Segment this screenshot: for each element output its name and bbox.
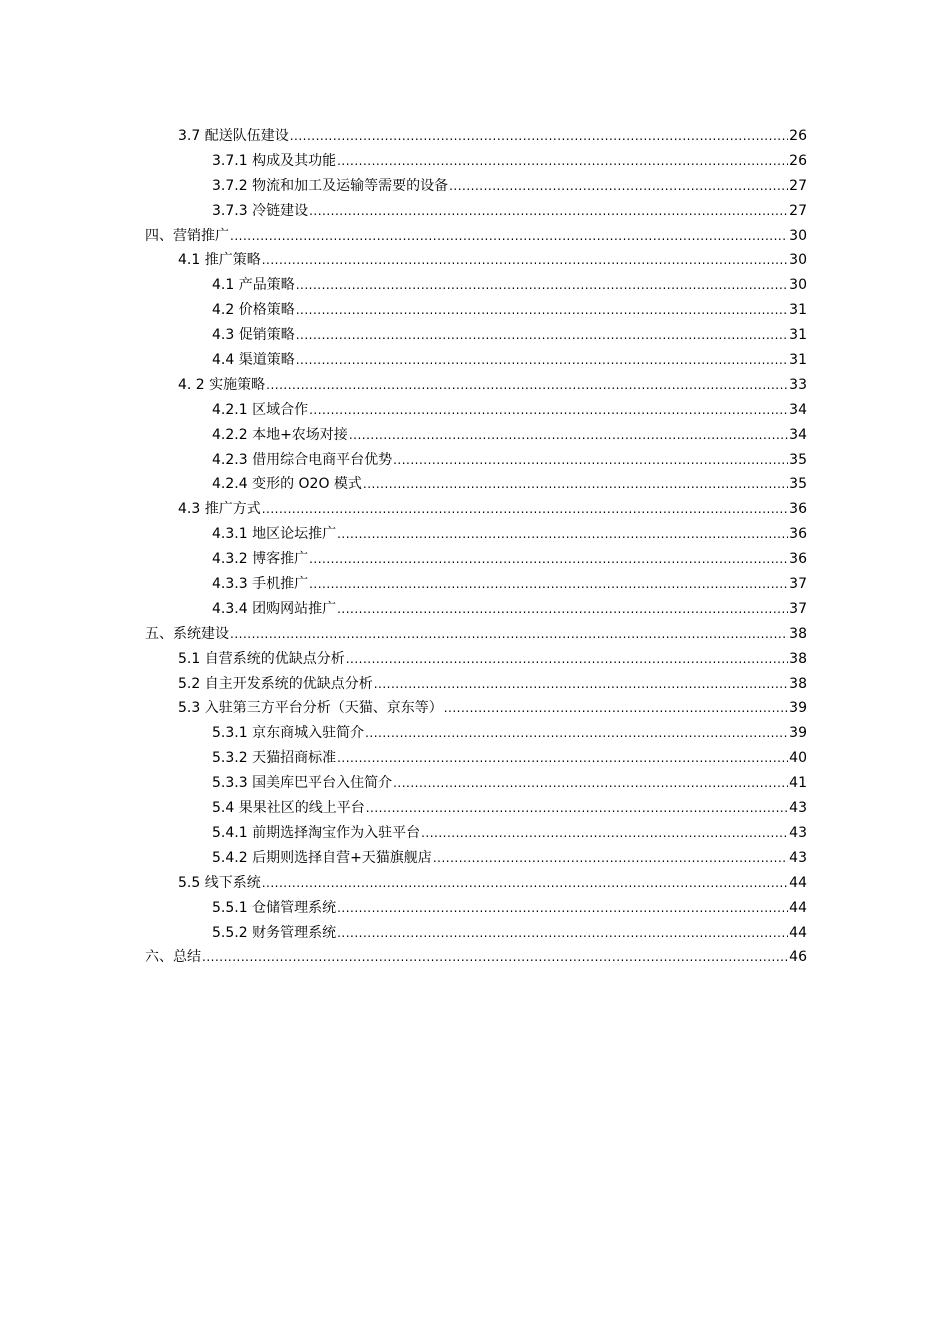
dot-leader	[337, 597, 788, 622]
toc-entry-label: 4.2.3 借用综合电商平台优势	[212, 451, 393, 468]
toc-entry[interactable]	[0, 771, 950, 796]
toc-entry-page: 27	[789, 177, 807, 194]
toc-entry[interactable]	[0, 174, 950, 199]
dot-leader	[337, 522, 788, 547]
toc-entry-page: 36	[789, 501, 807, 518]
toc-entry-label: 5.3.1 京东商城入驻简介	[212, 725, 365, 742]
toc-entry[interactable]	[0, 821, 950, 846]
dot-leader	[337, 896, 788, 921]
dot-leader	[296, 273, 788, 298]
toc-entry-label: 5.5.2 财务管理系统	[212, 924, 337, 941]
toc-entry-label: 5.1 自营系统的优缺点分析	[178, 650, 345, 667]
toc-entry-page: 39	[789, 700, 807, 717]
toc-entry-label: 4.2.4 变形的 O2O 模式	[212, 476, 362, 493]
dot-leader	[365, 721, 788, 746]
toc-entry[interactable]	[0, 696, 950, 721]
dot-leader	[374, 672, 788, 697]
toc-entry[interactable]	[0, 298, 950, 323]
dot-leader	[309, 199, 788, 224]
toc-entry-page: 31	[789, 352, 807, 369]
dot-leader	[266, 373, 788, 398]
dot-leader	[262, 248, 788, 273]
toc-entry-page: 31	[789, 302, 807, 319]
dot-leader	[309, 547, 788, 572]
dot-leader	[230, 622, 788, 647]
toc-entry-label: 4.1 推广策略	[178, 252, 261, 269]
toc-entry[interactable]	[0, 497, 950, 522]
toc-entry[interactable]	[0, 572, 950, 597]
toc-entry-page: 37	[789, 576, 807, 593]
toc-entry-label: 四、营销推广	[145, 227, 229, 244]
dot-leader	[363, 472, 788, 497]
dot-leader	[337, 149, 788, 174]
toc-entry[interactable]	[0, 721, 950, 746]
dot-leader	[262, 497, 788, 522]
toc-entry-label: 4.2 价格策略	[212, 302, 295, 319]
toc-entry[interactable]	[0, 273, 950, 298]
toc-entry-label: 4.3.3 手机推广	[212, 576, 309, 593]
toc-entry-page: 38	[789, 675, 807, 692]
toc-entry[interactable]	[0, 398, 950, 423]
dot-leader	[202, 945, 788, 970]
toc-entry-label: 六、总结	[145, 949, 201, 966]
toc-entry[interactable]	[0, 224, 950, 249]
toc-entry-page: 43	[789, 849, 807, 866]
toc-entry-label: 5.4.2 后期则选择自营+天猫旗舰店	[212, 849, 432, 866]
toc-entry-label: 4.1 产品策略	[212, 277, 295, 294]
toc-entry-label: 5.2 自主开发系统的优缺点分析	[178, 675, 373, 692]
toc-entry-label: 3.7 配送队伍建设	[178, 128, 289, 144]
toc-entry-page: 27	[789, 202, 807, 219]
dot-leader	[449, 174, 788, 199]
toc-entry[interactable]	[0, 796, 950, 821]
toc-entry-page: 38	[789, 625, 807, 642]
toc-entry-page: 36	[789, 526, 807, 543]
dot-leader	[337, 921, 788, 946]
toc-entry[interactable]	[0, 124, 950, 149]
toc-entry-page: 37	[789, 600, 807, 617]
toc-entry[interactable]	[0, 746, 950, 771]
dot-leader	[444, 696, 788, 721]
toc-entry[interactable]	[0, 896, 950, 921]
toc-entry-label: 5.3.2 天猫招商标准	[212, 750, 337, 767]
toc-entry[interactable]	[0, 448, 950, 473]
toc-entry-page: 41	[789, 775, 807, 792]
toc-entry-label: 5.5 线下系统	[178, 874, 261, 891]
toc-entry[interactable]	[0, 423, 950, 448]
toc-entry-page: 44	[789, 899, 807, 916]
toc-entry-label: 5.3.3 国美库巴平台入住简介	[212, 775, 393, 792]
toc-entry[interactable]	[0, 547, 950, 572]
toc-entry-label: 4.3 推广方式	[178, 501, 261, 518]
dot-leader	[309, 398, 788, 423]
dot-leader	[230, 224, 788, 249]
toc-entry[interactable]	[0, 248, 950, 273]
toc-entry-page: 30	[789, 277, 807, 294]
toc-entry-label: 5.5.1 仓储管理系统	[212, 899, 337, 916]
dot-leader	[421, 821, 788, 846]
toc-entry[interactable]	[0, 472, 950, 497]
toc-entry-label: 4.3 促销策略	[212, 327, 295, 344]
toc-entry-page: 30	[789, 252, 807, 269]
toc-entry-label: 5.3 入驻第三方平台分析（天猫、京东等）	[178, 700, 443, 717]
toc-entry-page: 34	[789, 426, 807, 443]
toc-entry-label: 4.2.1 区域合作	[212, 401, 309, 418]
dot-leader	[296, 298, 788, 323]
toc-entry-label: 3.7.3 冷链建设	[212, 202, 309, 219]
toc-entry-page: 35	[789, 476, 807, 493]
dot-leader	[349, 423, 788, 448]
dot-leader	[346, 647, 788, 672]
toc-entry-label: 5.4.1 前期选择淘宝作为入驻平台	[212, 824, 421, 841]
toc-entry[interactable]	[0, 672, 950, 697]
toc-entry-label: 4.3.4 团购网站推广	[212, 600, 337, 617]
toc-entry-label: 4.3.2 博客推广	[212, 551, 309, 568]
toc-entry[interactable]	[0, 622, 950, 647]
toc-entry[interactable]	[0, 373, 950, 398]
toc-entry-page: 43	[789, 824, 807, 841]
toc-entry-label: 3.7.1 构成及其功能	[212, 152, 337, 169]
table-of-contents	[0, 124, 950, 970]
toc-entry[interactable]	[0, 871, 950, 896]
toc-entry-label: 4.2.2 本地+农场对接	[212, 426, 348, 443]
dot-leader	[337, 746, 788, 771]
toc-entry-label: 5.4 果果社区的线上平台	[212, 800, 365, 817]
toc-entry[interactable]	[0, 597, 950, 622]
dot-leader	[262, 871, 788, 896]
dot-leader	[366, 796, 788, 821]
toc-entry-page: 30	[789, 227, 807, 244]
toc-entry-label: 五、系统建设	[145, 625, 229, 642]
toc-entry[interactable]	[0, 647, 950, 672]
toc-entry-label: 4.3.1 地区论坛推广	[212, 526, 337, 543]
toc-entry-label: 4. 2 实施策略	[178, 376, 266, 393]
toc-entry-page: 26	[789, 152, 807, 169]
toc-entry[interactable]	[0, 348, 950, 373]
toc-entry-page: 44	[789, 924, 807, 941]
dot-leader	[296, 348, 788, 373]
toc-entry-page: 33	[789, 376, 807, 393]
toc-entry-label: 3.7.2 物流和加工及运输等需要的设备	[212, 177, 449, 194]
toc-entry-page: 36	[789, 551, 807, 568]
dot-leader	[309, 572, 788, 597]
toc-entry-page: 44	[789, 874, 807, 891]
toc-entry[interactable]	[0, 199, 950, 224]
toc-entry-page: 43	[789, 800, 807, 817]
dot-leader	[296, 323, 788, 348]
toc-entry[interactable]	[0, 522, 950, 547]
dot-leader	[393, 448, 788, 473]
toc-entry-page: 46	[789, 949, 807, 966]
toc-entry[interactable]	[0, 921, 950, 946]
toc-entry[interactable]	[0, 945, 950, 970]
dot-leader	[433, 846, 788, 871]
toc-entry[interactable]	[0, 149, 950, 174]
toc-entry-page: 26	[789, 128, 807, 144]
toc-entry-page: 31	[789, 327, 807, 344]
toc-entry-page: 34	[789, 401, 807, 418]
dot-leader	[393, 771, 788, 796]
toc-entry-page: 35	[789, 451, 807, 468]
toc-entry-label: 4.4 渠道策略	[212, 352, 295, 369]
toc-entry-page: 40	[789, 750, 807, 767]
toc-entry-page: 38	[789, 650, 807, 667]
toc-entry[interactable]	[0, 323, 950, 348]
toc-entry-page: 39	[789, 725, 807, 742]
toc-entry[interactable]	[0, 846, 950, 871]
dot-leader	[290, 124, 788, 149]
